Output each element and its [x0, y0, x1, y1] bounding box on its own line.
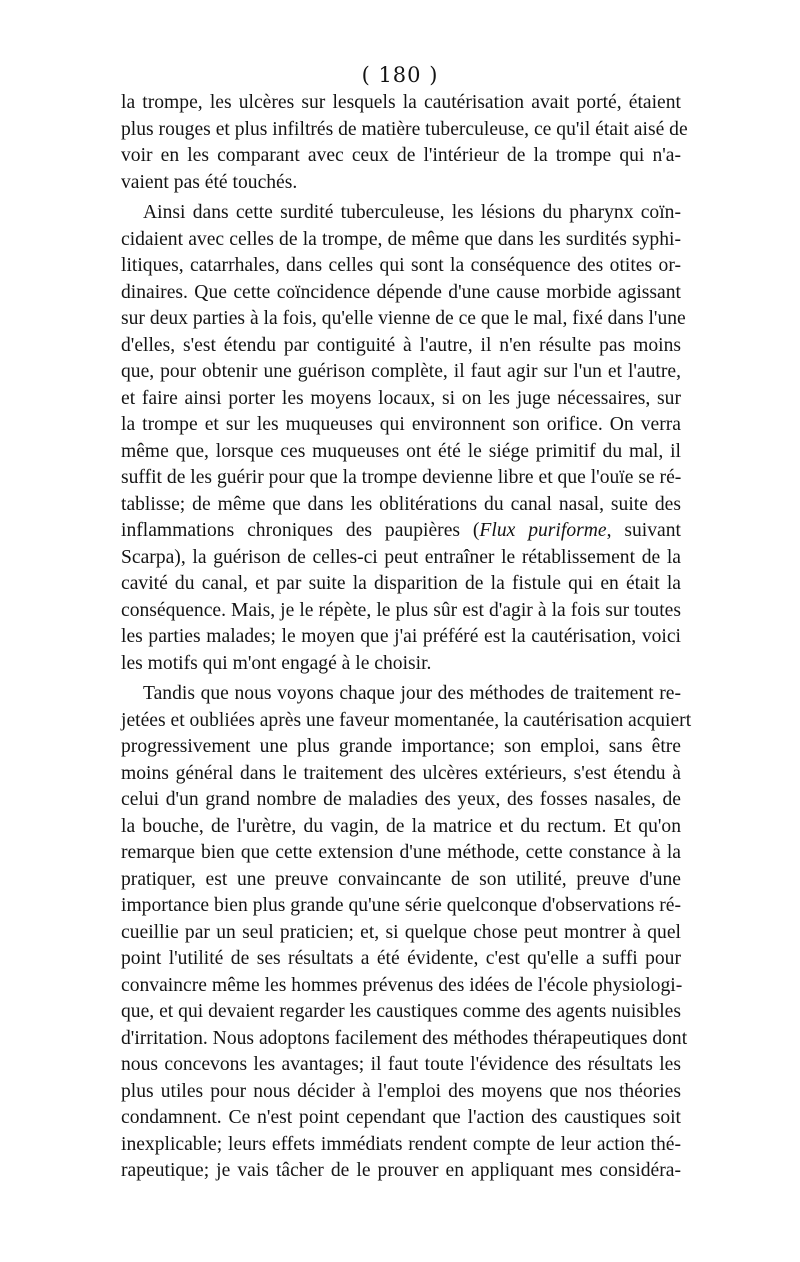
text-line: cueillie par un seul praticien; et, si quelque chose peut montrer à quel — [121, 921, 681, 943]
text-line: Ainsi dans cette surdité tuberculeuse, les lésions du pharynx coïn- — [143, 202, 681, 223]
text-line: que, pour obtenir une guérison complète, il faut agir sur l'un et l'autre, — [121, 361, 681, 382]
text-line: la trompe, les ulcères sur lesquels la cautérisation avait porté, étaient — [121, 92, 681, 113]
text-line: jetées et oubliées après une faveur momentanée, la cautérisation acquiert — [121, 709, 692, 731]
text-line: inexplicable; leurs effets immédiats rendent compte de leur action thé- — [121, 1133, 681, 1155]
paragraph-2 — [121, 200, 686, 677]
text-line: progressivement une plus grande importance; son emploi, sans être — [121, 736, 681, 757]
text-line: rapeutique; je vais tâcher de le prouver en appliquant mes considéra- — [121, 1160, 681, 1181]
text-line: tablisse; de même que dans les oblitérations du canal nasal, suite des — [121, 493, 681, 515]
text-line: vaient pas été touchés. — [121, 171, 298, 193]
text-line: moins général dans le traitement des ulcères extérieurs, s'est étendu à — [121, 762, 681, 784]
text-line: condamnent. Ce n'est point cependant que l'action des caustiques soit — [121, 1107, 681, 1128]
text-line: litiques, catarrhales, dans celles qui sont la conséquence des otites or- — [121, 255, 681, 276]
text-line: cidaient avec celles de la trompe, de même que dans les surdités syphi- — [121, 228, 681, 250]
text-line: importance bien plus grande qu'une série quelconque d'observations ré- — [121, 895, 681, 916]
text-line: point l'utilité de ses résultats a été évidente, c'est qu'elle a suffi pour — [121, 948, 681, 969]
text-line: sur deux parties à la fois, qu'elle vienne de ce que le mal, fixé dans l'une — [121, 308, 686, 329]
text-line: les parties malades; le moyen que j'ai préféré est la cautérisation, voici — [121, 626, 681, 647]
text-line: pratiquer, est une preuve convaincante de son utilité, preuve d'une — [121, 868, 681, 890]
text-line: conséquence. Mais, je le répète, le plus sûr est d'agir à la fois sur toutes — [121, 599, 681, 621]
text-line: d'irritation. Nous adoptons facilement des méthodes thérapeutiques dont — [121, 1027, 688, 1049]
text-line: même que, lorsque ces muqueuses ont été le siége primitif du mal, il — [121, 440, 681, 462]
text-segment: inflammations chroniques des paupières ( — [121, 520, 480, 541]
text-line: et faire ainsi porter les moyens locaux, si on les juge nécessaires, sur — [121, 387, 681, 409]
text-line: celui d'un grand nombre de maladies des yeux, des fosses nasales, de — [121, 789, 681, 810]
text-line: que, et qui devaient regarder les caustiques comme des agents nuisibles — [121, 1001, 681, 1022]
text-line-mixed — [121, 518, 681, 545]
text-line: plus utiles pour nous décider à l'emploi des moyens que nos théories — [121, 1080, 681, 1102]
text-line: convaincre même les hommes prévenus des idées de l'école physiologi- — [121, 974, 683, 996]
text-line: dinaires. Que cette coïncidence dépende d'une cause morbide agissant — [121, 281, 681, 303]
text-line: Scarpa), la guérison de celles-ci peut entraîner le rétablissement de la — [121, 546, 681, 568]
paragraph-3 — [121, 681, 692, 1185]
page-number: ( 180 ) — [361, 63, 439, 87]
text-line: les motifs qui m'ont engagé à le choisir. — [121, 652, 432, 674]
text-line: la bouche, de l'urètre, du vagin, de la matrice et du rectum. Et qu'on — [121, 815, 681, 837]
text-segment: , suivant — [606, 520, 681, 541]
italic-term: Flux puriforme — [479, 520, 607, 541]
text-line: d'elles, s'est étendu par contiguité à l'autre, il n'en résulte pas moins — [121, 334, 681, 356]
body-text — [121, 90, 692, 1185]
text-line: remarque bien que cette extension d'une méthode, cette constance à la — [121, 842, 681, 863]
text-line: la trompe et sur les muqueuses qui environnent son orifice. On verra — [121, 414, 681, 435]
text-line: Tandis que nous voyons chaque jour des méthodes de traitement re- — [143, 683, 681, 704]
text-line: voir en les comparant avec ceux de l'intérieur de la trompe qui n'a- — [121, 145, 681, 166]
text-line: nous concevons les avantages; il faut toute l'évidence des résultats les — [121, 1054, 681, 1075]
text-line: cavité du canal, et par suite la disparition de la fistule qui en était la — [121, 573, 681, 594]
text-line: suffit de les guérir pour que la trompe devienne libre et que l'ouïe se ré- — [121, 467, 682, 488]
paragraph-1 — [121, 90, 688, 196]
text-line: plus rouges et plus infiltrés de matière tuberculeuse, ce qu'il était aisé de — [121, 118, 688, 140]
